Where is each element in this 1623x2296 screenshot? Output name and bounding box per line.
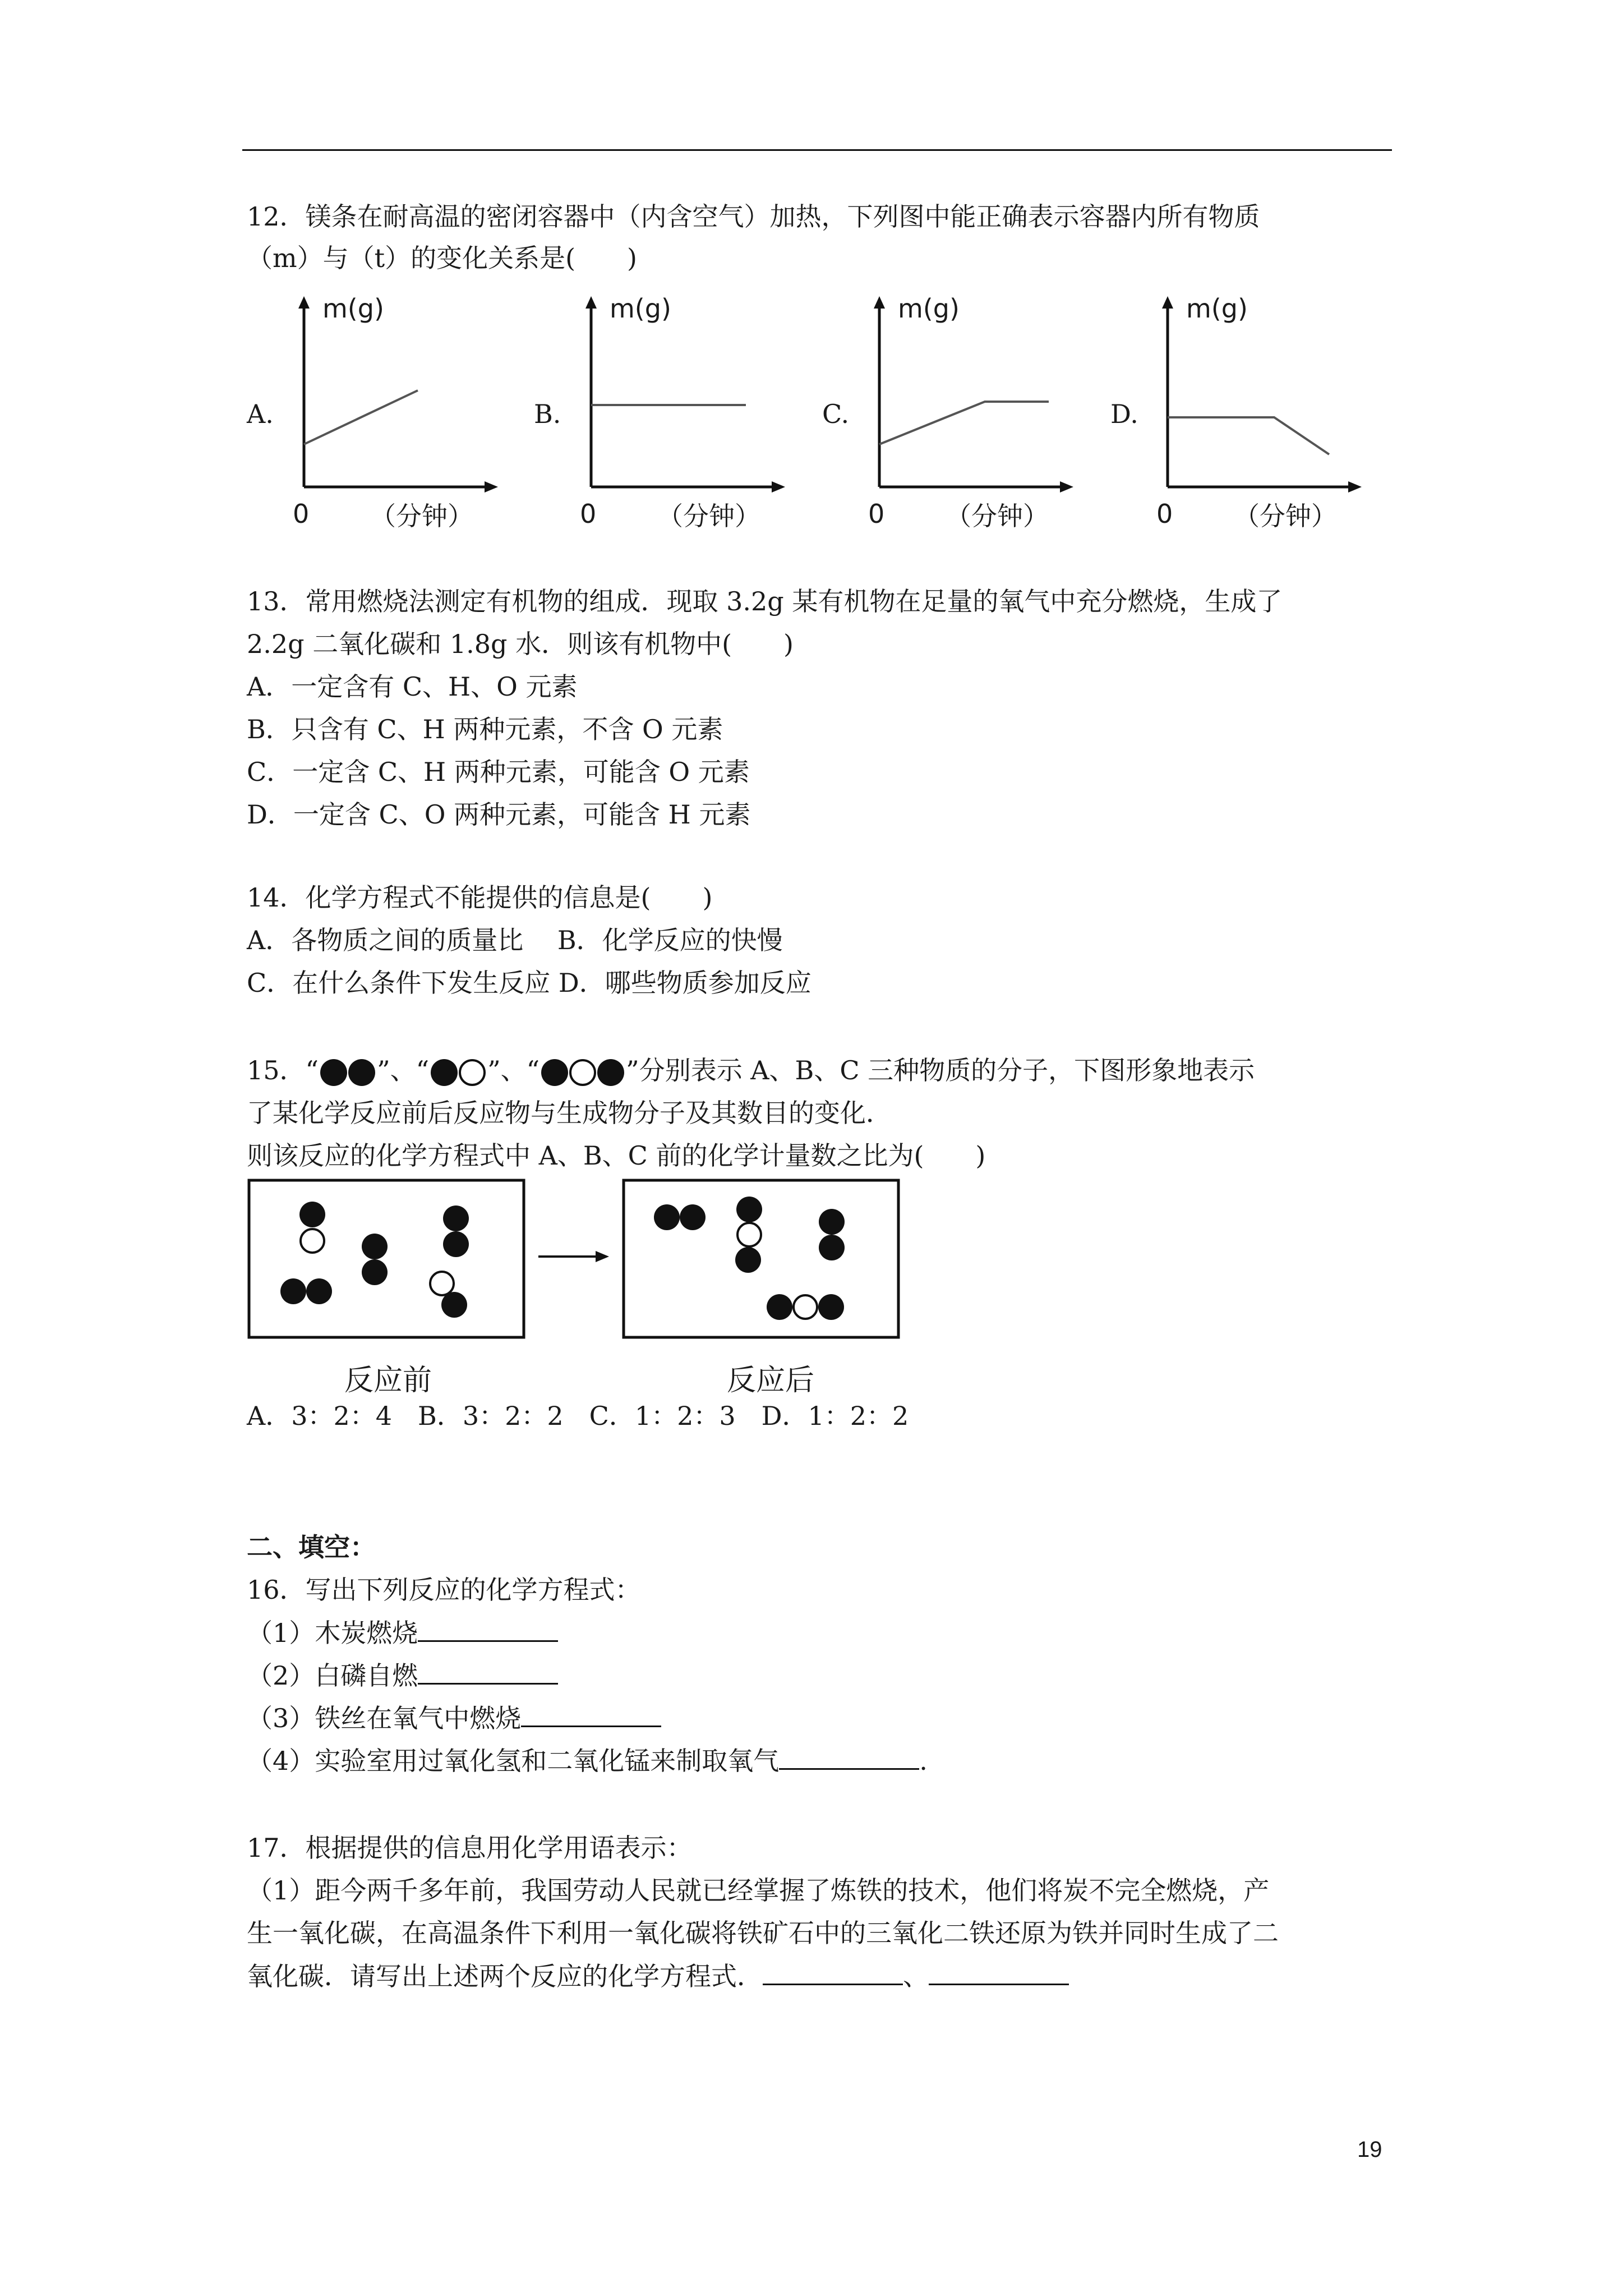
q15-quote-open: “ [305, 1055, 319, 1085]
q13-option-a: A．一定含有 C、H、O 元素 [247, 671, 578, 702]
q16-item-3-text: （3）铁丝在氧气中燃烧 [247, 1703, 522, 1733]
molecule-a-icon [319, 1057, 377, 1088]
after-box [624, 1180, 898, 1337]
q13-stem-line2: 2.2g 二氧化碳和 1.8g 水．则该有机物中( ) [247, 629, 794, 659]
q16-answer-3-blank[interactable] [521, 1701, 661, 1727]
q13-stem-line1: 13．常用燃烧法测定有机物的组成．现取 3.2g 某有机物在足量的氧气中充分燃烧，生成了 [247, 586, 1283, 616]
graph-c-origin: 0 [868, 499, 885, 529]
q17-line1: （1）距今两千多年前，我国劳动人民就已经掌握了炼铁的技术，他们将炭不完全燃烧，产 [247, 1875, 1270, 1906]
q16-item-4 [247, 1743, 928, 1778]
q13-option-c: C．一定含 C、H 两种元素，可能含 O 元素 [247, 757, 750, 787]
graph-c-option: C. [822, 399, 850, 429]
q17-line3-text: 氧化碳．请写出上述两个反应的化学方程式． [247, 1961, 763, 1991]
q17-stem: 17．根据提供的信息用化学用语表示： [247, 1833, 693, 1863]
q15-stem-rest: ”分别表示 A、B、C 三种物质的分子，下图形象地表示 [626, 1055, 1255, 1085]
q16-item-1 [247, 1616, 558, 1650]
q17-line2: 生一氧化碳，在高温条件下利用一氧化碳将铁矿石中的三氧化二铁还原为铁并同时生成了二 [247, 1918, 1279, 1948]
q17-answer-2-blank[interactable] [929, 1959, 1069, 1985]
q17-answer-1-blank[interactable] [763, 1959, 903, 1985]
graph-a-origin: 0 [293, 499, 310, 529]
graph-d-curve [1168, 417, 1329, 454]
q14-options-cd: C．在什么条件下发生反应 D．哪些物质参加反应 [247, 968, 811, 998]
graph-c [867, 292, 1080, 494]
q17-line3 [247, 1959, 1069, 1993]
graph-a-curve [304, 390, 418, 444]
q12-stem-line1: 12．镁条在耐高温的密闭容器中（内含空气）加热，下列图中能正确表示容器内所有物质 [247, 201, 1260, 232]
q16-item-2-text: （2）白磷自燃 [247, 1660, 418, 1691]
q16-stem: 16．写出下列反应的化学方程式： [247, 1575, 641, 1605]
q13-option-d: D．一定含 C、O 两种元素，可能含 H 元素 [247, 799, 751, 830]
q14-options-ab: A．各物质之间的质量比 B．化学反应的快慢 [247, 925, 783, 955]
before-caption: 反应前 [344, 1364, 432, 1397]
graph-d-origin: 0 [1156, 499, 1173, 529]
graph-d [1155, 292, 1368, 494]
page-number: 19 [1357, 2137, 1382, 2162]
graph-c-ylabel: m(g) [898, 293, 960, 324]
graph-c-xlabel: （分钟） [946, 501, 1049, 531]
section-title: 二、填空： [247, 1532, 376, 1562]
q14-stem: 14．化学方程式不能提供的信息是( ) [247, 882, 713, 913]
graph-b-option: B. [534, 399, 561, 429]
q15-stem-line3: 则该反应的化学方程式中 A、B、C 前的化学计量数之比为( ) [247, 1140, 986, 1171]
graph-d-option: D. [1110, 399, 1138, 429]
q16-answer-1-blank[interactable] [418, 1616, 558, 1642]
q12-stem-line2: （m）与（t）的变化关系是( ) [247, 243, 637, 273]
after-caption: 反应后 [727, 1364, 815, 1397]
graph-b-ylabel: m(g) [610, 293, 671, 324]
graph-c-curve [879, 402, 1049, 444]
graph-d-xlabel: （分钟） [1234, 501, 1337, 531]
graph-a [292, 292, 505, 494]
graph-b [579, 292, 792, 494]
q15-number: 15． [247, 1055, 306, 1085]
graph-a-ylabel: m(g) [322, 293, 384, 324]
q15-sep2: ”、“ [487, 1055, 540, 1085]
reaction-diagram [247, 1178, 920, 1346]
q15-stem-line1 [247, 1053, 1255, 1088]
q15-answers: A．3：2：4 B．3：2：2 C．1：2：3 D．1：2：2 [247, 1401, 909, 1431]
q15-stem-line2: 了某化学反应前后反应物与生成物分子及其数目的变化． [247, 1098, 892, 1128]
graph-d-ylabel: m(g) [1186, 293, 1248, 324]
q16-item-4-period: . [919, 1746, 928, 1776]
q13-option-b: B．只含有 C、H 两种元素，不含 O 元素 [247, 714, 723, 744]
q16-item-3 [247, 1701, 661, 1735]
q16-item-2 [247, 1658, 558, 1692]
q15-sep1: ”、“ [377, 1055, 430, 1085]
header-rule [242, 149, 1392, 151]
graph-a-xlabel: （分钟） [370, 501, 473, 531]
graph-b-origin: 0 [580, 499, 597, 529]
q16-answer-4-blank[interactable] [779, 1743, 919, 1770]
graph-a-option: A. [247, 399, 274, 429]
q16-answer-2-blank[interactable] [418, 1658, 558, 1685]
graph-b-xlabel: （分钟） [657, 501, 760, 531]
molecule-c-icon [540, 1057, 626, 1088]
q17-separator: 、 [903, 1961, 929, 1991]
before-box [249, 1180, 524, 1337]
molecule-b-icon [429, 1057, 487, 1088]
q16-item-1-text: （1）木炭燃烧 [247, 1618, 418, 1648]
q16-item-4-text: （4）实验室用过氧化氢和二氧化锰来制取氧气 [247, 1746, 780, 1776]
